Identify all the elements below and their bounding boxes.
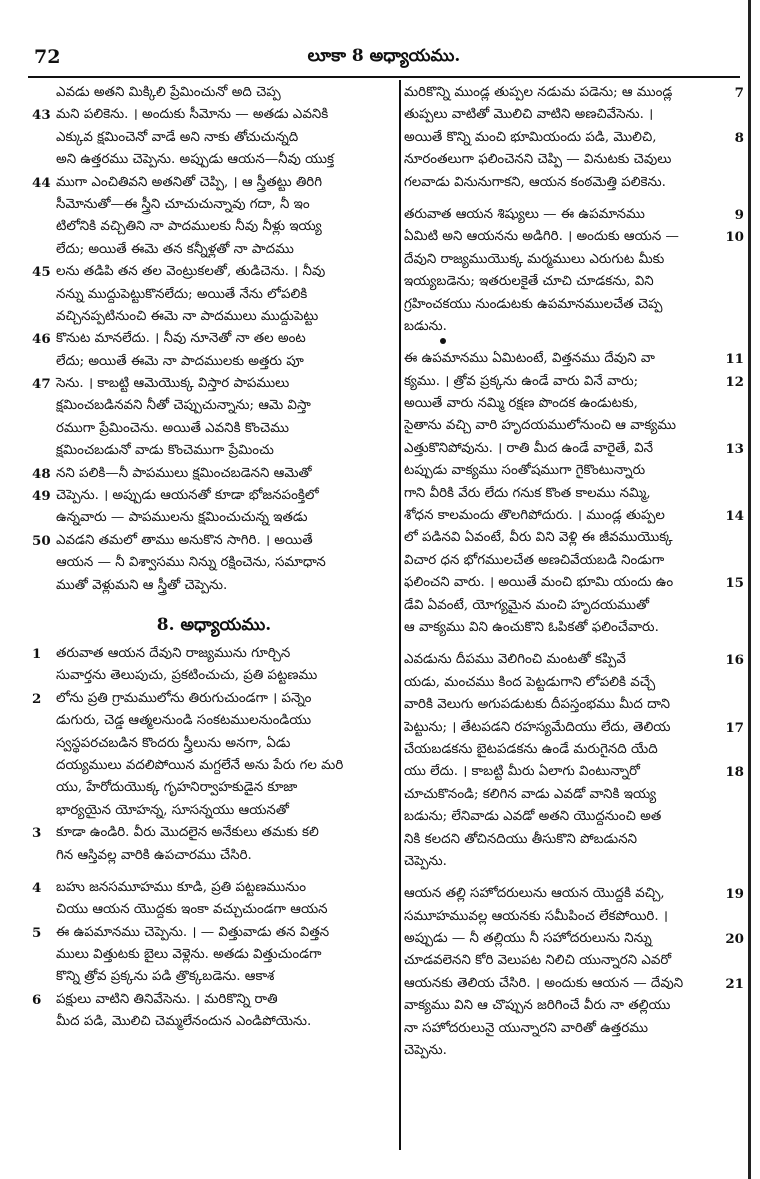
text-line — [404, 883, 744, 905]
text-line — [404, 82, 744, 104]
verse-text: శోధన కాలమందు తొలగిపోదురు. । ముండ్ల తుప్పల — [404, 508, 665, 524]
verse-text: నని పలికి—నీ పాపములు క్షమించబడెనని ఆమెతో — [56, 465, 312, 481]
verse-text: యు, హేరోదుయొక్క గృహనిర్వాహకుడైన కూజా — [56, 780, 298, 796]
text-line — [32, 899, 396, 921]
verse-number: 15 — [725, 575, 744, 592]
verse-number: 11 — [725, 351, 744, 368]
text-line — [32, 127, 396, 149]
text-line — [404, 672, 744, 694]
verse-number: 21 — [725, 975, 744, 992]
text-line — [32, 877, 396, 899]
text-line — [32, 530, 396, 552]
verse-text: కొన్ని త్రోవ ప్రక్కను పడి త్రొక్కబడెను. ఆకాశ — [56, 969, 275, 985]
verse-text: ఆయన తల్లి సహోదరులును ఆయన యొద్దకి వచ్చి, — [404, 886, 665, 902]
verse-number: 4 — [32, 879, 42, 896]
verse-text: చూడవలెనని కోరి వెలుపట నిలిచి యున్నారని ఎవరో — [404, 953, 672, 969]
text-line — [32, 755, 396, 777]
verse-number: 18 — [725, 764, 744, 781]
text-line — [32, 351, 396, 373]
verse-text: గ్రహించకయు నుండుటకు ఉపమానములచేత చెప్ప — [404, 296, 663, 312]
verse-text: ఏమిటి అని ఆయనను అడిగిరి. । అందుకు ఆయన — — [404, 229, 679, 245]
verse-text: విచార ధన భోగములచేత అణచివేయబడి నిండుగా — [404, 552, 665, 568]
text-line — [404, 371, 744, 393]
text-line — [32, 440, 396, 462]
verse-number: 50 — [32, 532, 51, 549]
text-line — [404, 572, 744, 594]
verse-text: భార్యయైన యోహన్న, సూసన్నయు ఆయనతో — [56, 802, 289, 818]
verse-text: లేదు; అయితే ఈమె తన కన్నీళ్లతో నా పాదము — [56, 241, 294, 257]
verse-text: అని ఉత్తరము చెప్పెను. అప్పుడు ఆయన—నీవు యుక్త — [56, 152, 334, 168]
verse-text: ఉన్నవారు — పాపములను క్షమించుచున్న ఇతడు — [56, 510, 308, 526]
text-line — [404, 505, 744, 527]
verse-text: మరికొన్ని ముండ్ల తుప్పల నడుమ పడెను; ఆ ముండ్ల — [404, 85, 673, 100]
text-line — [32, 800, 396, 822]
text-line — [32, 149, 396, 171]
verse-text: సెను. । కాబట్టి ఆమెయొక్క విస్తార పాపములు — [56, 376, 290, 392]
verse-number: 45 — [32, 264, 51, 281]
text-line — [32, 306, 396, 328]
verse-number: 6 — [32, 991, 42, 1008]
verse-number: 14 — [725, 508, 744, 525]
verse-text: డేవి ఏవంటే, యోగ్యమైన మంచి హృదయముతో — [404, 597, 650, 613]
text-line — [404, 249, 744, 271]
text-line — [32, 82, 396, 104]
verse-text: ఆయనకు తెలియ చేసిరి. । అందుకు ఆయన — దేవుని — [404, 975, 684, 991]
text-line — [404, 1018, 744, 1040]
text-line — [32, 395, 396, 417]
passage-block — [32, 877, 396, 1034]
verse-number: 1 — [32, 645, 42, 662]
verse-text: చియు ఆయన యొద్దకు ఇంకా వచ్చుచుండగా ఆయన — [56, 902, 328, 918]
verse-number: 16 — [725, 652, 744, 669]
verse-text: చెప్పెను. — [404, 853, 447, 869]
text-line — [32, 239, 396, 261]
verse-text: గలవాడు వినునుగాకని, ఆయన కంఠమెత్తి పలికెను. — [404, 174, 666, 190]
verse-text: ముగా ఎంచితివని అతనితో చెప్పి, । ఆ స్త్రీతట్టు తిరిగి — [56, 174, 323, 190]
text-line — [32, 643, 396, 665]
verse-text: అయితే వారు నమ్మి రక్షణ పొందక ఉండుటకు, — [404, 396, 638, 412]
text-line — [404, 204, 744, 226]
verse-text: సీమోనుతో—ఈ స్త్రీని చూచుచున్నావు గదా, నీ ఇం — [56, 196, 310, 212]
verse-text: దేవుని రాజ్యముయొక్క మర్మములు ఎరుగుట మీకు — [404, 251, 665, 267]
verse-text: చెప్పెను. । అప్పుడు ఆయనతో కూడా భోజనపంక్తిలో — [56, 488, 319, 504]
text-line — [32, 989, 396, 1011]
text-line — [404, 348, 744, 370]
text-line — [404, 127, 744, 149]
text-line — [32, 418, 396, 440]
text-line — [404, 806, 744, 828]
verse-text: పెట్టును; । తేటపడని రహస్యమేదియు లేదు, తెలియ — [404, 719, 671, 735]
text-line — [404, 104, 744, 126]
verse-text: ఇయ్యబడెను; ఇతరులకైతే చూచి చూడకను, విని — [404, 274, 654, 290]
verse-text: క్యము. । త్రోవ ప్రక్కను ఉండే వారు వినే వారు; — [404, 373, 639, 389]
verse-text: క్షమించబడినవని నీతో చెప్పుచున్నాను; ఆమె విస్తా — [56, 398, 311, 414]
verse-text: ఈ ఉపమానము ఏమిటంటే, విత్తనము దేవుని వా — [404, 351, 655, 367]
verse-text: ఆ వాక్యము విని ఉంచుకొని ఓపికతో ఫలించేవారు. — [404, 619, 659, 635]
verse-text: వాక్యము విని ఆ చొప్పున జరిగించే వీరు నా తల్లియు — [404, 998, 671, 1014]
page-number: 72 — [34, 46, 61, 68]
column-divider — [399, 80, 401, 1150]
passage-block — [404, 348, 744, 639]
text-line — [32, 216, 396, 238]
chapter-heading: 8. అధ్యాయము. — [156, 614, 272, 635]
verse-text: బహు జనసమూహము కూడి, ప్రతి పట్టణమునుం — [56, 879, 307, 895]
text-line — [404, 784, 744, 806]
text-line — [32, 463, 396, 485]
text-line — [404, 851, 744, 873]
text-line — [404, 739, 744, 761]
text-line — [404, 172, 744, 194]
verse-text: తరువాత ఆయన దేవుని రాజ్యమును గూర్చిన — [56, 645, 291, 661]
verse-text: గాని వీరికి వేరు లేదు గనుక కొంత కాలము నమ్మి, — [404, 485, 651, 501]
text-line — [32, 710, 396, 732]
verse-number: 9 — [734, 206, 744, 223]
verse-text: బడును. — [404, 318, 447, 334]
text-line — [404, 928, 744, 950]
verse-number: 44 — [32, 174, 51, 191]
verse-text: టప్పుడు వాక్యము సంతోషముగా గైకొంటున్నారు — [404, 463, 646, 479]
verse-text: టిలోనికి వచ్చితిని నా పాదములకు నీవు నీళ్లు ఇయ్య — [56, 219, 322, 235]
text-line — [32, 261, 396, 283]
text-line — [404, 595, 744, 617]
text-line — [404, 316, 744, 338]
verse-text: యడు, మంచము కింద పెట్టడుగాని లోపలికి వచ్చే — [404, 674, 656, 690]
text-line — [404, 761, 744, 783]
verse-text: అయితే కొన్ని మంచి భూమియందు పడి, మొలిచి, — [404, 129, 657, 145]
verse-text: యు లేదు. । కాబట్టి మీరు ఏలాగు వింటున్నారో — [404, 764, 640, 780]
text-line — [404, 950, 744, 972]
text-line — [404, 438, 744, 460]
verse-text: అప్పుడు — నీ తల్లియు నీ సహోదరులును నిన్ను — [404, 931, 652, 947]
verse-text: ఎవడు అతని మిక్కిలి ప్రేమించునో అది చెప్ప — [56, 85, 281, 100]
verse-text: చేయబడకను బైటపడకను ఉండే మరుగైనది యేది — [404, 741, 658, 757]
text-line — [404, 829, 744, 851]
page-header — [28, 40, 740, 74]
verse-number: 47 — [32, 376, 51, 393]
text-line — [32, 373, 396, 395]
text-line — [404, 271, 744, 293]
text-line — [404, 483, 744, 505]
text-line — [32, 922, 396, 944]
verse-text: రముగా ప్రేమించెను. అయితే ఎవనికి కొంచెము — [56, 420, 290, 436]
text-line — [404, 294, 744, 316]
verse-number: 8 — [734, 129, 744, 146]
text-line — [404, 717, 744, 739]
verse-number: 43 — [32, 107, 51, 124]
running-title: లూకా 8 అధ్యాయము. — [307, 46, 461, 66]
verse-number: 10 — [725, 229, 744, 246]
verse-text: నికి కలదని తోచినదియు తీసుకొని పోబడునని — [404, 831, 637, 847]
verse-text: బడును; లేనివాడు ఎవడో అతని యొద్దనుంచి అత — [404, 809, 662, 825]
verse-text: లేదు; అయితే ఈమె నా పాదములకు అత్తరు పూ — [56, 353, 304, 369]
verse-number: 20 — [725, 931, 744, 948]
verse-text: క్షమించబడునో వాడు కొంచెముగా ప్రేమించు — [56, 443, 274, 459]
verse-text: లను తడిపి తన తల వెంట్రుకలతో, తుడిచెను. । నీవు — [56, 264, 326, 280]
text-line — [32, 688, 396, 710]
verse-text: సైతాను వచ్చి వారి హృదయములోనుంచి ఆ వాక్యము — [404, 418, 677, 434]
text-line — [32, 552, 396, 574]
verse-text: ముతో వెళ్లుమని ఆ స్త్రీతో చెప్పెను. — [56, 577, 228, 593]
header-rule — [28, 76, 740, 78]
text-line — [404, 149, 744, 171]
text-line — [404, 973, 744, 995]
passage-block — [404, 82, 744, 194]
verse-text: లో పడినవి ఏవంటే, వీరు విని వెళ్లి ఈ జీవముయొక్క — [404, 530, 673, 546]
text-line — [404, 906, 744, 928]
text-line — [32, 845, 396, 867]
verse-text: కూడా ఉండిరి. వీరు మొదలైన అనేకులు తమకు కలి — [56, 825, 319, 841]
verse-text: దయ్యములు వదలిపోయిన మగ్దలేనే అను పేరు గల మరి — [56, 757, 344, 773]
verse-number: 46 — [32, 331, 51, 348]
text-line — [404, 649, 744, 671]
verse-text: కొనుట మానలేదు. । నీవు నూనెతో నా తల అంట — [56, 331, 306, 347]
text-line — [32, 822, 396, 844]
text-line — [32, 104, 396, 126]
text-line — [32, 665, 396, 687]
text-line — [32, 966, 396, 988]
text-line — [404, 1040, 744, 1062]
verse-text: ఎవడని తమలో తాము అనుకొన సాగిరి. । అయితే — [56, 532, 313, 548]
verse-number: 7 — [734, 85, 744, 101]
text-line — [404, 415, 744, 437]
text-line — [404, 995, 744, 1017]
passage-block — [404, 883, 744, 1062]
text-line — [32, 172, 396, 194]
paragraph-dot — [440, 338, 446, 344]
verse-number: 3 — [32, 825, 42, 842]
verse-text: మని పలికెను. । అందుకు సీమోను — అతడు ఎవనికి — [56, 107, 329, 123]
text-line — [404, 550, 744, 572]
verse-number: 17 — [725, 719, 744, 736]
text-line — [32, 284, 396, 306]
verse-text: స్వస్థపరచబడిన కొందరు స్త్రీలును అనగా, ఏడు — [56, 735, 291, 751]
text-line — [32, 194, 396, 216]
verse-text: నూరంతలుగా ఫలించెనని చెప్పి — వినుటకు చెవులు — [404, 152, 672, 168]
verse-text: ఎవడును దీపము వెలిగించి మంటతో కప్పివే — [404, 652, 626, 668]
verse-text: నన్ను ముద్దుపెట్టుకొనలేదు; అయితే నేను లోపలికి — [56, 286, 308, 302]
verse-text: ఈ ఉపమానము చెప్పెను. । — విత్తువాడు తన విత్తన — [56, 924, 330, 940]
text-line — [32, 944, 396, 966]
verse-text: ఎక్కువ క్షమించెనో వాడే అని నాకు తోచుచున్నది — [56, 129, 299, 145]
verse-text: తుప్పలు వాటితో మొలిచి వాటిని అణచివేసెను. । — [404, 107, 654, 123]
verse-text: గిన ఆస్తివల్ల వారికి ఉపచారము చేసిరి. — [56, 847, 252, 863]
passage-block — [404, 649, 744, 873]
text-line — [404, 226, 744, 248]
verse-text: వారికి వెలుగు అగుపడుటకు దీపస్తంభము మీద దాని — [404, 697, 671, 713]
verse-text: పక్షులు వాటిని తినివేసెను. । మరికొన్ని రాతి — [56, 991, 278, 1007]
text-line — [32, 485, 396, 507]
verse-number: 13 — [725, 440, 744, 457]
verse-text: వచ్చినప్పటినుంచి ఈమె నా పాదములు ముద్దుపెట్టు — [56, 308, 319, 324]
text-line — [404, 460, 744, 482]
verse-text: డుగురు, చెడ్డ ఆత్మలనుండి సంకటములనుండియు — [56, 713, 312, 729]
text-line — [404, 694, 744, 716]
verse-number: 19 — [725, 886, 744, 903]
verse-number: 48 — [32, 465, 51, 482]
verse-text: చూచుకొనండి; కలిగిన వాడు ఎవడో వానికి ఇయ్య — [404, 786, 657, 802]
verse-number: 12 — [725, 373, 744, 390]
verse-text: ఎత్తుకొనిపోవును. । రాతి మీద ఉండే వారైతే, వినే — [404, 440, 654, 456]
text-line — [32, 507, 396, 529]
verse-text: నా సహోదరులునై యున్నారని వారితో ఉత్తరము — [404, 1020, 649, 1036]
verse-text: సమూహమువల్ల ఆయనకు సమీపించ లేకపోయిరి. । — [404, 908, 668, 924]
page-edge-line — [748, 0, 751, 1179]
text-line — [32, 328, 396, 350]
text-line — [404, 617, 744, 639]
verse-text: లోను ప్రతి గ్రామములోను తిరుగుచుండగా । పన్నెం — [56, 690, 312, 706]
text-line — [404, 393, 744, 415]
verse-text: సువార్తను తెలుపుచు, ప్రకటించుచు, ప్రతి పట్టణము — [56, 668, 318, 684]
verse-text: తరువాత ఆయన శిష్యులు — ఈ ఉపమానము — [404, 206, 645, 222]
passage-block — [404, 204, 744, 338]
text-line — [32, 1011, 396, 1033]
passage-block — [32, 82, 396, 597]
verse-number: 49 — [32, 488, 51, 505]
verse-text: ఆయన — నీ విశ్వాసము నిన్ను రక్షించెను, సమాధాన — [56, 555, 326, 571]
text-line — [32, 575, 396, 597]
verse-number: 2 — [32, 690, 42, 707]
passage-block — [32, 643, 396, 867]
text-line — [404, 527, 744, 549]
right-column — [404, 82, 744, 1152]
verse-text: చెప్పెను. — [404, 1043, 447, 1059]
verse-number: 5 — [32, 924, 42, 941]
verse-text: ములు విత్తుటకు బైలు వెళ్లెను. అతడు విత్తుచుండగా — [56, 947, 322, 963]
text-line — [32, 733, 396, 755]
left-column — [32, 82, 396, 1152]
verse-text: ఫలించని వారు. । అయితే మంచి భూమి యందు ఉం — [404, 575, 674, 591]
verse-text: మీద పడి, మొలిచి చెమ్మలేనందున ఎండిపోయెను. — [56, 1014, 312, 1030]
text-line — [32, 777, 396, 799]
